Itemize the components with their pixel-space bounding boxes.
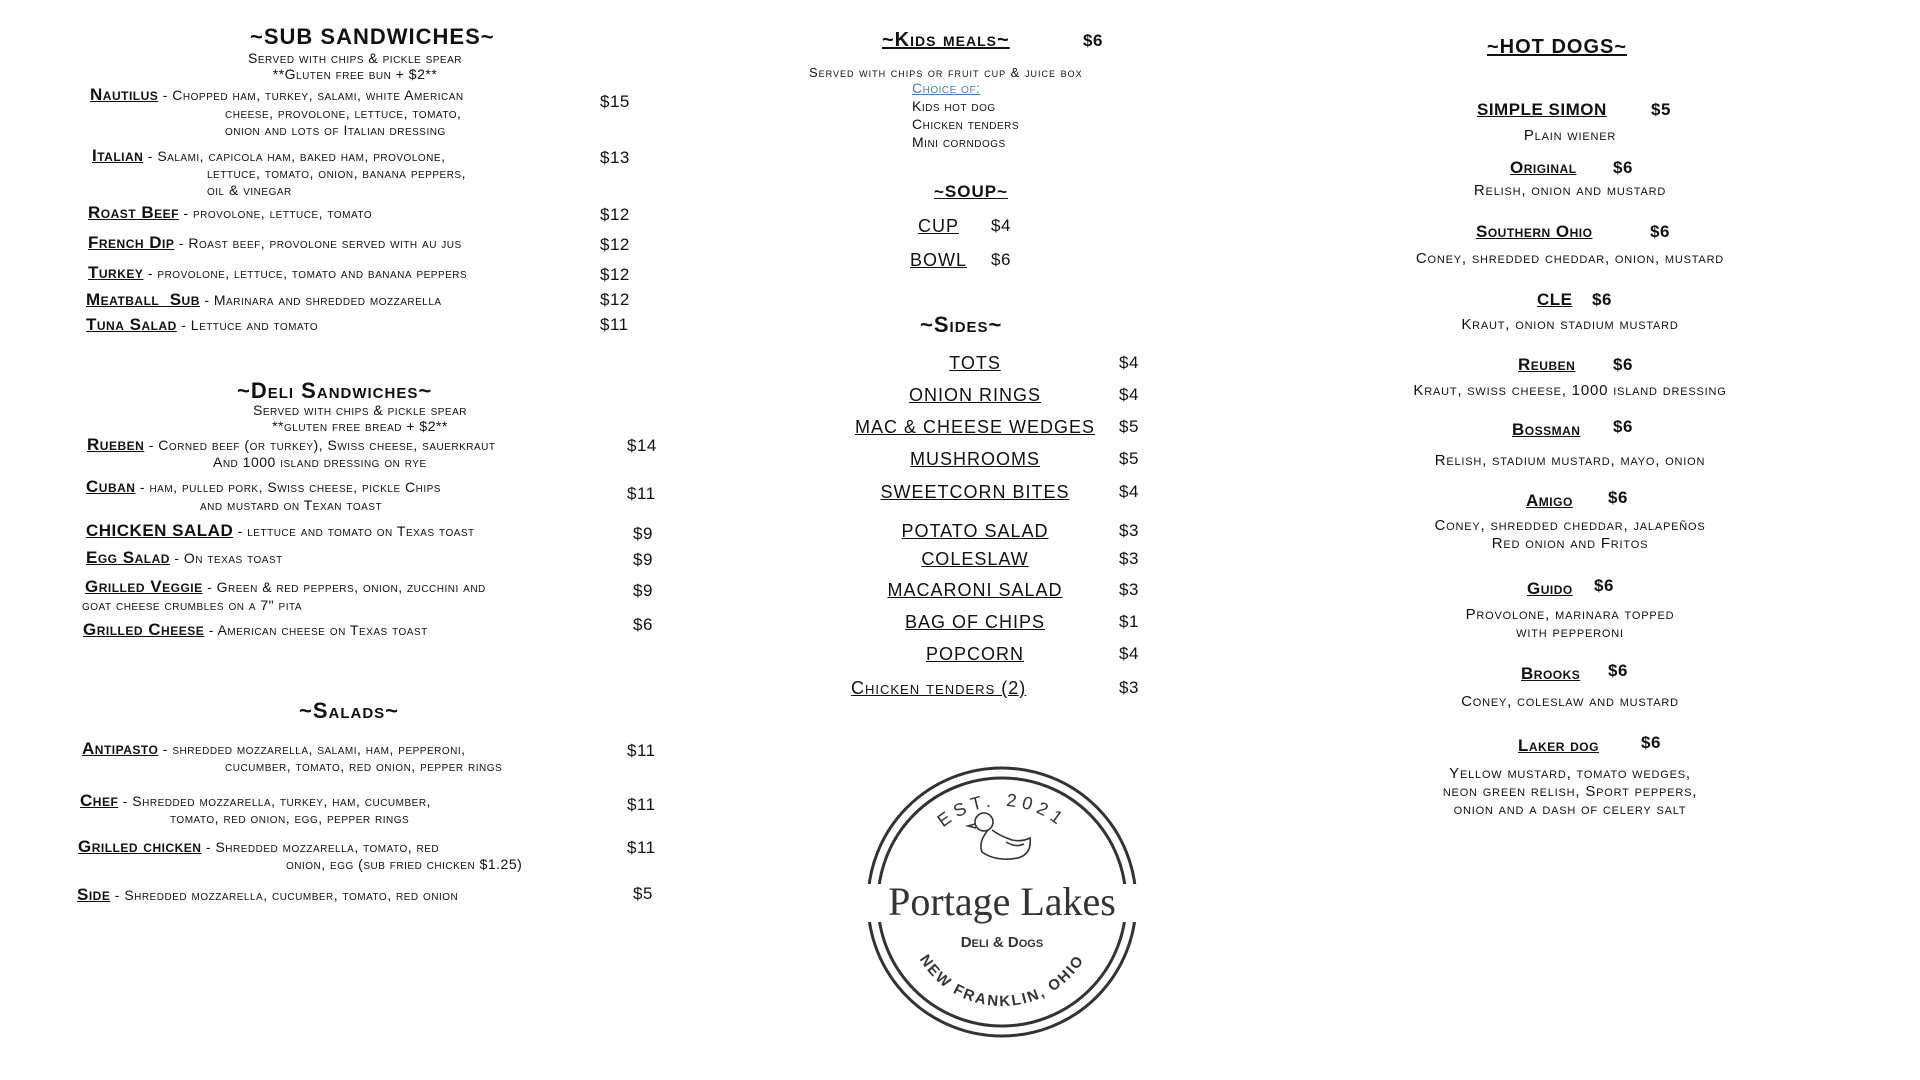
menu-item-grilled-veggie xyxy=(85,578,486,596)
item-name: Egg Salad xyxy=(86,548,170,567)
sides-title: ~Sides~ xyxy=(920,312,1003,337)
side-item: Chicken tenders (2) xyxy=(851,678,1027,698)
item-price: $15 xyxy=(600,92,630,111)
menu-item-rueben xyxy=(87,436,496,454)
deli-title: ~Deli Sandwiches~ xyxy=(237,378,433,403)
side-item: ONION RINGS xyxy=(908,385,1041,405)
item-name: Italian xyxy=(92,146,144,165)
subs-gluten-note: **Gluten free bun + $2** xyxy=(272,66,438,82)
item-desc: - Salami, capicola ham, baked ham, provolone, xyxy=(147,148,446,164)
deli-note: Served with chips & pickle spear xyxy=(253,402,467,418)
hotdog-price: $5 xyxy=(1651,100,1671,119)
item-price: $9 xyxy=(633,524,653,543)
hotdog-price: $6 xyxy=(1594,576,1614,595)
soup-bowl: BOWL xyxy=(910,250,968,270)
menu-item-cuban xyxy=(86,478,441,496)
side-item: POPCORN xyxy=(925,644,1024,664)
hotdog-price: $6 xyxy=(1641,733,1661,752)
item-price: $12 xyxy=(600,290,630,309)
logo xyxy=(866,760,1138,1045)
hotdog-desc: Coney, coleslaw and mustard xyxy=(1461,693,1679,710)
menu-item-roast-beef xyxy=(88,204,372,222)
item-desc: lettuce, tomato, onion, banana peppers, xyxy=(207,165,466,181)
deli-gluten-note: **gluten free bread + $2** xyxy=(272,418,448,434)
item-desc: onion, egg (sub fried chicken $1.25) xyxy=(286,856,523,872)
side-price: $3 xyxy=(1119,549,1139,568)
side-item: COLESLAW xyxy=(921,549,1029,569)
hotdog-price: $6 xyxy=(1592,290,1612,309)
item-price: $5 xyxy=(633,884,653,903)
item-price: $6 xyxy=(633,615,653,634)
hotdog-name: Brooks xyxy=(1521,664,1581,683)
item-desc: - Chopped ham, turkey, salami, white American xyxy=(162,87,464,103)
soup-cup-price: $4 xyxy=(991,216,1011,235)
kids-option: Chicken tenders xyxy=(912,116,1020,132)
hotdog-name: Original xyxy=(1510,158,1577,177)
side-item: TOTS xyxy=(949,353,1001,373)
item-desc: tomato, red onion, egg, pepper rings xyxy=(170,810,410,826)
side-item: MAC & CHEESE WEDGES xyxy=(854,417,1096,437)
side-item: POTATO SALAD xyxy=(901,521,1049,541)
item-name: CHICKEN SALAD xyxy=(86,521,234,540)
item-desc: - ham, pulled pork, Swiss cheese, pickle Chips xyxy=(139,479,441,495)
item-price: $11 xyxy=(627,838,656,857)
hotdog-name: Southern Ohio xyxy=(1476,222,1593,241)
kids-note: Served with chips or fruit cup & juice box xyxy=(809,65,1083,80)
item-price: $9 xyxy=(633,581,653,600)
item-desc: And 1000 island dressing on rye xyxy=(213,454,427,470)
hotdog-name: Guido xyxy=(1527,579,1573,598)
hotdog-name: CLE xyxy=(1537,290,1573,309)
side-price: $1 xyxy=(1119,612,1139,631)
item-desc: - American cheese on Texas toast xyxy=(208,622,428,638)
item-price: $11 xyxy=(627,741,656,760)
item-desc: - Corned beef (or turkey), Swiss cheese, sauerkraut xyxy=(148,437,496,453)
side-price: $5 xyxy=(1119,449,1139,468)
item-name: Rueben xyxy=(87,435,145,454)
side-price: $4 xyxy=(1119,644,1139,663)
logo-name: Portage Lakes xyxy=(888,879,1116,924)
item-name: Cuban xyxy=(86,477,136,496)
hotdogs-title: ~HOT DOGS~ xyxy=(1487,36,1628,58)
hotdog-name: Laker dog xyxy=(1518,736,1599,755)
item-desc: - provolone, lettuce, tomato and banana peppers xyxy=(147,265,468,281)
hotdog-desc: Plain wiener xyxy=(1523,127,1617,144)
side-item: MUSHROOMS xyxy=(910,449,1040,469)
duck-icon xyxy=(968,813,1030,859)
side-price: $5 xyxy=(1119,417,1139,436)
item-desc: cucumber, tomato, red onion, pepper rings xyxy=(225,758,503,774)
hotdog-desc: neon green relish, Sport peppers, xyxy=(1442,783,1698,800)
item-desc: - Roast beef, provolone served with au jus xyxy=(178,235,462,251)
item-desc: - Shredded mozzarella, tomato, red xyxy=(205,839,440,855)
logo-established: EST. 2021 xyxy=(933,789,1071,831)
menu-item-italian xyxy=(92,147,445,165)
menu-item-chicken-salad xyxy=(86,522,475,540)
side-price: $4 xyxy=(1119,353,1139,372)
hotdog-desc: Coney, shredded cheddar, onion, mustard xyxy=(1415,250,1725,267)
hotdog-desc: with pepperoni xyxy=(1516,624,1624,641)
side-price: $3 xyxy=(1119,678,1139,697)
hotdog-price: $6 xyxy=(1650,222,1670,241)
hotdog-price: $6 xyxy=(1613,417,1633,436)
hotdog-desc: Coney, shredded cheddar, jalapeños xyxy=(1434,517,1706,534)
hotdog-desc: Relish, stadium mustard, mayo, onion xyxy=(1434,452,1706,469)
item-desc: goat cheese crumbles on a 7" pita xyxy=(82,597,303,613)
item-desc: and mustard on Texan toast xyxy=(200,497,383,513)
item-price: $14 xyxy=(627,436,657,455)
item-desc: oil & vinegar xyxy=(207,182,292,198)
soup-title: ~SOUP~ xyxy=(934,182,1009,201)
item-name: Turkey xyxy=(88,263,144,282)
soup-cup: CUP xyxy=(918,216,960,236)
item-desc: - provolone, lettuce, tomato xyxy=(183,205,373,221)
item-desc: - Lettuce and tomato xyxy=(181,317,319,333)
item-name: French Dip xyxy=(88,233,175,252)
hotdog-desc: Kraut, swiss cheese, 1000 island dressing xyxy=(1413,382,1727,399)
logo-badge xyxy=(866,760,1138,1045)
salads-title: ~Salads~ xyxy=(299,698,400,723)
item-desc: cheese, provolone, lettuce, tomato, xyxy=(225,105,462,121)
item-price: $12 xyxy=(600,205,630,224)
kids-option: Mini corndogs xyxy=(912,134,1006,150)
item-name: Tuna Salad xyxy=(86,315,177,334)
hotdog-desc: Relish, onion and mustard xyxy=(1473,182,1667,199)
side-item: BAG OF CHIPS xyxy=(904,612,1046,632)
item-desc: - Marinara and shredded mozzarella xyxy=(204,292,442,308)
logo-location: NEW FRANKLIN, OHIO xyxy=(915,951,1089,1011)
menu-item-side-salad xyxy=(77,886,458,904)
item-name: Grilled chicken xyxy=(78,837,202,856)
kids-option: Kids hot dog xyxy=(912,98,996,114)
item-name: Antipasto xyxy=(82,739,159,758)
item-price: $12 xyxy=(600,235,630,254)
item-name: Nautilus xyxy=(90,85,159,104)
item-desc: - lettuce and tomato on Texas toast xyxy=(237,523,475,539)
side-item: SWEETCORN BITES xyxy=(880,482,1070,502)
item-desc: - Shredded mozzarella, turkey, ham, cucumber, xyxy=(122,793,431,809)
hotdog-desc: Kraut, onion stadium mustard xyxy=(1461,316,1679,333)
side-price: $4 xyxy=(1119,482,1139,501)
kids-title: ~Kids meals~ xyxy=(882,29,1010,51)
side-price: $3 xyxy=(1119,521,1139,540)
item-price: $13 xyxy=(600,148,630,167)
hotdog-name: Amigo xyxy=(1526,491,1573,510)
menu-item-tuna-salad xyxy=(86,316,318,334)
item-price: $11 xyxy=(627,795,656,814)
item-name: Grilled Cheese xyxy=(83,620,205,639)
hotdog-desc: Provolone, marinara topped xyxy=(1465,606,1675,623)
item-name: Meatball Sub xyxy=(86,290,200,309)
hotdog-desc: Yellow mustard, tomato wedges, xyxy=(1449,765,1691,782)
menu-item-chef xyxy=(80,792,431,810)
item-desc: - On texas toast xyxy=(174,550,283,566)
item-desc: - Shredded mozzarella, cucumber, tomato, red onion xyxy=(114,887,459,903)
menu-item-grilled-chicken xyxy=(78,838,439,856)
hotdog-price: $6 xyxy=(1608,488,1628,507)
item-name: Side xyxy=(77,885,111,904)
logo-tagline: Deli & Dogs xyxy=(960,934,1044,951)
item-name: Chef xyxy=(80,791,119,810)
subs-title: ~SUB SANDWICHES~ xyxy=(250,24,495,49)
hotdog-price: $6 xyxy=(1613,355,1633,374)
subs-note: Served with chips & pickle spear xyxy=(248,50,462,66)
menu-item-antipasto xyxy=(82,740,466,758)
menu-item-grilled-cheese xyxy=(83,621,428,639)
menu-item-turkey xyxy=(88,264,467,282)
item-price: $11 xyxy=(600,315,629,334)
item-price: $9 xyxy=(633,550,653,569)
menu-item-french-dip xyxy=(88,234,462,252)
menu-item-meatball-sub xyxy=(86,291,442,309)
hotdog-desc: Red onion and Fritos xyxy=(1491,535,1649,552)
item-desc: - Green & red peppers, onion, zucchini and xyxy=(207,579,486,595)
hotdog-price: $6 xyxy=(1608,661,1628,680)
item-name: Roast Beef xyxy=(88,203,179,222)
menu-item-nautilus xyxy=(90,86,464,104)
side-price: $4 xyxy=(1119,385,1139,404)
side-item: MACARONI SALAD xyxy=(887,580,1063,600)
hotdog-desc: onion and a dash of celery salt xyxy=(1453,801,1687,818)
menu-item-egg-salad xyxy=(86,549,283,567)
item-price: $11 xyxy=(627,484,656,503)
side-price: $3 xyxy=(1119,580,1139,599)
item-name: Grilled Veggie xyxy=(85,577,203,596)
hotdog-price: $6 xyxy=(1613,158,1633,177)
item-desc: - shredded mozzarella, salami, ham, pepperoni, xyxy=(162,741,466,757)
hotdog-name: Bossman xyxy=(1512,420,1581,439)
kids-choice-label: Choice of: xyxy=(912,80,981,96)
soup-bowl-price: $6 xyxy=(991,250,1011,269)
kids-price: $6 xyxy=(1083,31,1103,50)
item-desc: onion and lots of Italian dressing xyxy=(225,122,446,138)
item-price: $12 xyxy=(600,265,630,284)
hotdog-name: SIMPLE SIMON xyxy=(1477,100,1607,119)
hotdog-name: Reuben xyxy=(1518,355,1576,374)
